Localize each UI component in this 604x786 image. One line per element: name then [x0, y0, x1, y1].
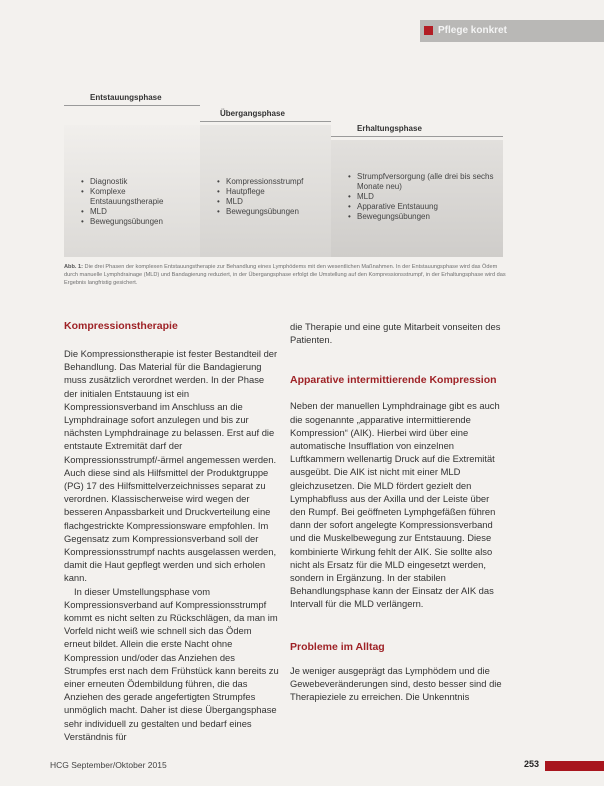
red-square-icon — [424, 26, 433, 35]
phase-line-3 — [331, 136, 503, 137]
section-tag-label: Pflege konkret — [438, 25, 507, 36]
phase-title-3: Erhaltungsphase — [357, 124, 422, 133]
caption-label: Abb. 1: — [64, 264, 83, 270]
page-color-bar — [545, 761, 604, 771]
phase-list-3 — [357, 172, 495, 222]
list-item: • Bewegungsübungen — [357, 212, 495, 222]
right-column — [290, 320, 506, 703]
paragraph: In dieser Umstellungsphase vom Kompressionsverband auf Kompressionsstrumpf kommt es nicht selten zu Rückschlägen, da man im Vorfeld nicht weiß wie schnell sich das Ödem erneut bildet. Allein die erste Nacht ohne Kompression und/oder das Anziehen des Strumpfes erst nach dem Frühstück kann bereits zu einer erneuten Ödembildung führen, die das Anziehen des gerade angefertigten Strumpfes unmöglich macht. Daher ist diese Übergangsphase sehr individuell zu gestalten und bedarf eines Verständnis für — [64, 585, 279, 742]
list-item: • MLD — [226, 197, 323, 207]
list-item: • Hautpflege — [226, 187, 323, 197]
phase-box-entstauung — [64, 125, 200, 257]
heading-probleme-im-alltag: Probleme im Alltag — [290, 640, 385, 653]
phase-box-uebergang — [200, 125, 331, 257]
paragraph: Neben der manuellen Lymphdrainage gibt es auch die sogenannte „apparative intermittierende Kompression“ (AIK). Hierbei wird über eine automatische Insufflation von einzelnen Luftkammern wellenartig Druck auf die Extremität ausgeübt. Die AIK ist nicht mit einer MLD gleichzusetzen. Die MLD fördert gezielt den Lymphabfluss aus der Axilla und der Leiste über den Rumpf. Bei geöffneten Lymphgefäßen führen dann der sofort angelegte Kompressionsverband und die Muskelbewegung zur Entstauung. Diese kombinierte Wirkung fehlt der AIK. Sie sollte also nicht als Ersatz für die MLD eingesetzt werden, sondern in Ergänzung. In der stabilen Behandlungsphase kann der Einsatz der AIK das Intervall für die MLD verlängern. — [290, 400, 500, 610]
list-item: • Komplexe Entstauungstherapie — [90, 187, 192, 207]
phase-line-1 — [64, 105, 200, 106]
list-item: • Diagnostik — [90, 177, 192, 187]
heading-apparative-kompression: Apparative intermittierende Kompression — [290, 374, 497, 387]
section-tag — [420, 20, 604, 42]
left-column — [64, 320, 280, 743]
heading-kompressionstherapie: Kompressionstherapie — [64, 320, 178, 332]
list-item: • Kompressionsstrumpf — [226, 177, 323, 187]
phase-box-erhaltung — [331, 140, 503, 257]
figure-caption — [64, 263, 512, 287]
list-item: • Bewegungsübungen — [90, 217, 192, 227]
caption-text: Die drei Phasen der komplexen Entstauungstherapie zur Behandlung eines Lymphödems mit den wesentlichen Maßnahmen. In der Entstauungsphase wird das Ödem durch manuelle Lymphdrainage (MLD) und Bandagierung reduziert, in der Übergangsphase erfolgt die Umstellung auf den Kompressionsstrumpf, in der Erhaltungsphase wird das Ergebnis langfristig gesichert. — [64, 264, 506, 286]
paragraph: Die Kompressionstherapie ist fester Bestandteil der Behandlung. Das Material für die Bandagierung muss zusätzlich verordnet werden. In der Phase der initialen Entstauung ist ein Kompressionsverband im Anschluss an die Lymphdrainage sofort anzulegen und bis zur nächsten Lymphdrainage zu belassen. Erst auf die entstaute Extremität darf der Kompressionsstrumpf/-ärmel angemessen werden. Auch diese sind als Hilfsmittel der Produktgruppe (PG) 17 des Hilfsmittelverzeichnisses separat zu verordnen. Klassischerweise wird wegen der besseren Anpassbarkeit und Druckverteilung eine flachgestrickte Kompressionsware empfohlen. Im Gegensatz zum Kompressionsverband soll der Kompressionsstrumpf nachts ausgelassen werden, damit die Haut gepflegt werden und sich erholen kann. — [64, 348, 278, 584]
list-item: • MLD — [90, 207, 192, 217]
phase-title-1: Entstauungsphase — [90, 93, 162, 102]
footer-issue: HCG September/Oktober 2015 — [50, 760, 167, 770]
phase-line-2 — [200, 121, 331, 122]
paragraph: Je weniger ausgeprägt das Lymphödem und die Gewebeveränderungen sind, desto besser sind die Therapieziele zu erreichen. Die Unkenntnis — [290, 664, 502, 703]
list-item: • MLD — [357, 192, 495, 202]
phase-title-2: Übergangsphase — [220, 109, 285, 118]
phase-list-2 — [226, 177, 323, 217]
page-number: 253 — [524, 759, 540, 769]
list-item: • Strumpfversorgung (alle drei bis sechs Monate neu) — [357, 172, 495, 192]
phase-list-1 — [90, 177, 192, 227]
list-item: • Bewegungsübungen — [226, 207, 323, 217]
paragraph: die Therapie und eine gute Mitarbeit vonseiten des Patienten. — [290, 321, 501, 346]
list-item: • Apparative Entstauung — [357, 202, 495, 212]
